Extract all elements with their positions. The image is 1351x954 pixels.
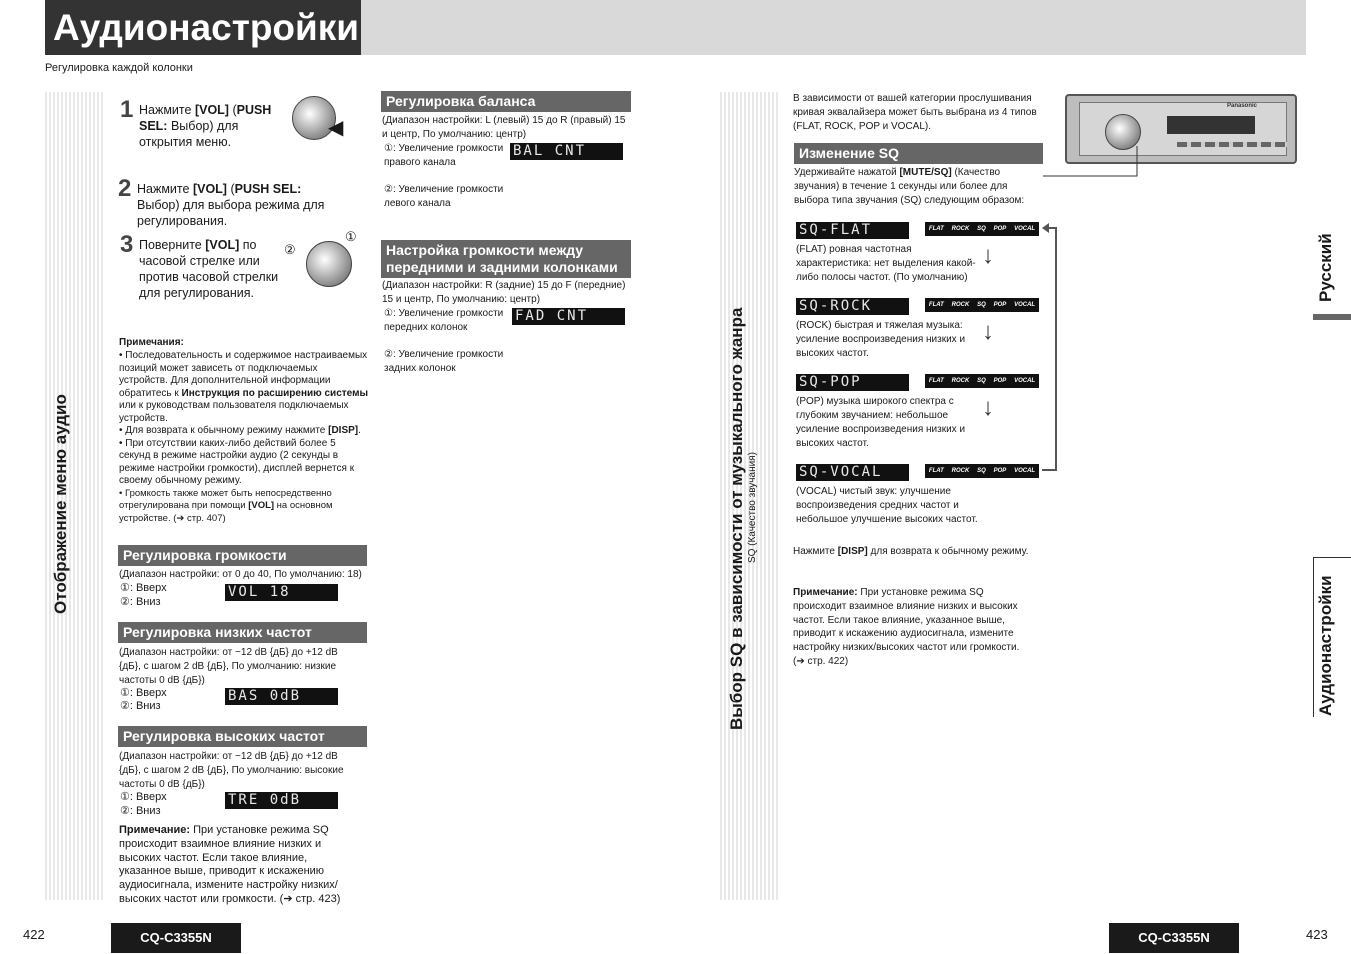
fader-lcd: FAD CNT bbox=[512, 308, 625, 325]
sq-section-title: Изменение SQ bbox=[794, 143, 1043, 164]
volume-section-title: Регулировка громкости bbox=[118, 545, 367, 566]
knob-mark-two: ② bbox=[284, 242, 296, 257]
treble-section-title: Регулировка высоких частот bbox=[118, 726, 367, 747]
mid-vertical-title: Выбор SQ в зависимости от музыкального жанра bbox=[727, 307, 746, 730]
fader-item-rear: ②: Увеличение громкости задних колонок bbox=[384, 349, 504, 374]
bass-section-title: Регулировка низких частот bbox=[118, 622, 367, 643]
sq-intro: В зависимости от вашей категории прослушивания кривая эквалайзера может быть выбрана из 4 типов (FLAT, ROCK, POP и VOCAL). bbox=[793, 93, 1037, 132]
sq-rock-text: (ROCK) быстрая и тяжелая музыка: усиление воспроизведения низких и высоких частот. bbox=[796, 320, 966, 359]
note-sq-left: Примечание: При установке режима SQ происходит взаимное влияние низких и высоких частот. Если такое влияние, указанное выше, приводит к искажению аудиосигнала, измените настройку низких/высоких частот или громкости. (➔ стр. 423) bbox=[119, 824, 341, 905]
sq-vocal-indicator: FLAT ROCK SQ POP VOCAL bbox=[925, 464, 1039, 478]
treble-up: ①: Вверх bbox=[120, 791, 167, 803]
sq-return: Нажмите [DISP] для возврата к обычному режиму. bbox=[793, 546, 1029, 557]
note-item: • Для возврата к обычному режиму нажмите [DISP]. bbox=[119, 425, 361, 436]
fader-range: (Диапазон настройки: R (задние) 15 до F (передние) 15 и центр, По умолчанию: центр) bbox=[382, 280, 626, 305]
down-arrow-icon: ↓ bbox=[982, 242, 994, 269]
left-vertical-title: Отображение меню аудио bbox=[51, 394, 70, 614]
sq-flat-lcd: SQ-FLAT bbox=[796, 222, 909, 239]
unit-brand: Panasonic bbox=[1227, 103, 1258, 109]
unit-buttons bbox=[1177, 142, 1287, 147]
right-model-box: CQ-C3355N bbox=[1109, 923, 1239, 953]
treble-lcd: TRE 0dB bbox=[225, 792, 338, 809]
volume-up: ①: Вверх bbox=[120, 582, 167, 594]
fader-section-title: Настройка громкости между передними и задними колонками bbox=[381, 240, 631, 278]
treble-down: ②: Вниз bbox=[120, 805, 161, 817]
right-page-number: 423 bbox=[1306, 927, 1328, 942]
volume-range: (Диапазон настройки: от 0 до 40, По умолчанию: 18) bbox=[119, 569, 362, 580]
left-page-number: 422 bbox=[23, 927, 45, 942]
step-1-text: Нажмите [VOL] (PUSH SEL: Выбор) для открытия меню. bbox=[139, 103, 272, 149]
sq-desc: Удерживайте нажатой [MUTE/SQ] (Качество звучания) в течение 1 секунды или более для выбора типа звучания (SQ) следующим образом: bbox=[794, 167, 1025, 206]
sq-note: Примечание: При установке режима SQ происходит взаимное влияние низких и высоких частот. Если такое влияние, указанное выше, приводит к искажению аудиосигнала, измените настройку низких/высоких частот или громкости. (➔ стр. 422) bbox=[793, 587, 1020, 667]
volume-lcd: VOL 18 bbox=[225, 584, 338, 601]
sq-rock-lcd: SQ-ROCK bbox=[796, 298, 909, 315]
page-subtitle: Регулировка каждой колонки bbox=[45, 62, 193, 74]
bass-range: (Диапазон настройки: от −12 dB {дБ} до +12 dB {дБ}, с шагом 2 dB {дБ}, По умолчанию: низкие частоты 0 dB {дБ}) bbox=[119, 647, 338, 686]
down-arrow-icon: ↓ bbox=[982, 318, 994, 345]
sq-pop-text: (POP) музыка широкого спектра с глубоким звучанием: небольшое усиление воспроизведения низких и высоких частот. bbox=[796, 396, 966, 449]
tab-section: Аудионастройки bbox=[1316, 575, 1335, 716]
step-2-number: 2 bbox=[118, 175, 132, 202]
balance-section-title: Регулировка баланса bbox=[381, 91, 631, 112]
step-3-text: Поверните [VOL] по часовой стрелке или против часовой стрелки для регулирования. bbox=[139, 238, 279, 300]
bass-lcd: BAS 0dB bbox=[225, 688, 338, 705]
treble-range: (Диапазон настройки: от −12 dB {дБ} до +12 dB {дБ}, с шагом 2 dB {дБ}, По умолчанию: высокие частоты 0 dB {дБ}) bbox=[119, 751, 344, 790]
section-tab-rule-v bbox=[1313, 557, 1314, 717]
balance-lcd: BAL CNT bbox=[510, 143, 623, 160]
sq-pop-lcd: SQ-POP bbox=[796, 374, 909, 391]
note-item: • При отсутствии каких-либо действий более 5 секунд в режиме настройки аудио (2 секунды в режиме настройки громкости), дисплей вернется к своему обычному режиму. bbox=[119, 437, 355, 486]
section-tab-rule bbox=[1313, 557, 1351, 558]
bass-up: ①: Вверх bbox=[120, 687, 167, 699]
notes-heading: Примечания: bbox=[119, 337, 184, 348]
note-item: • Последовательность и содержимое настраиваемых позиций может зависеть от подключаемых устройств. Для дополнительной информации обратитесь к Инструкция по расширению системы или к руководствам пользователя подключаемых устройств. bbox=[119, 350, 369, 424]
sq-pop-indicator: FLAT ROCK SQ POP VOCAL bbox=[925, 374, 1039, 388]
balance-item-left: ②: Увеличение громкости левого канала bbox=[384, 184, 504, 209]
down-arrow-icon: ↓ bbox=[982, 394, 994, 421]
sq-rock-indicator: FLAT ROCK SQ POP VOCAL bbox=[925, 298, 1039, 312]
push-arrow-icon: ◀ bbox=[328, 117, 344, 139]
step-1-number: 1 bbox=[120, 96, 134, 123]
tab-language: Русский bbox=[1316, 233, 1335, 302]
step-3-number: 3 bbox=[120, 231, 134, 258]
fader-item-front: ①: Увеличение громкости передних колонок bbox=[384, 308, 504, 333]
left-model-box: CQ-C3355N bbox=[111, 923, 241, 953]
language-tab-marker bbox=[1313, 314, 1351, 320]
vol-knob-rotate-icon bbox=[306, 241, 352, 287]
page-title: Аудионастройки bbox=[45, 0, 361, 55]
notes-list bbox=[119, 350, 369, 525]
cycle-return-arrow bbox=[1040, 222, 1064, 474]
sq-vocal-lcd: SQ-VOCAL bbox=[796, 464, 909, 481]
sq-flat-text: (FLAT) ровная частотная характеристика: нет выделения какой-либо полосы частот. (По умолчанию) bbox=[796, 244, 976, 283]
balance-item-right: ①: Увеличение громкости правого канала bbox=[384, 143, 504, 168]
balance-range: (Диапазон настройки: L (левый) 15 до R (правый) 15 и центр, По умолчанию: центр) bbox=[382, 115, 626, 140]
step-2-text: Нажмите [VOL] (PUSH SEL: Выбор) для выбора режима для регулирования. bbox=[137, 182, 325, 228]
unit-display bbox=[1167, 116, 1255, 134]
mid-vertical-subtitle: SQ (Качество звучания) bbox=[747, 452, 758, 563]
bass-down: ②: Вниз bbox=[120, 700, 161, 712]
knob-mark-one: ① bbox=[345, 229, 357, 244]
sq-flat-indicator: FLAT ROCK SQ POP VOCAL bbox=[925, 222, 1039, 236]
note-item: • Громкость также может быть непосредственно отрегулирована при помощи [VOL] на основном устройстве. (➔ стр. 407) bbox=[119, 487, 333, 524]
volume-down: ②: Вниз bbox=[120, 596, 161, 608]
sq-vocal-text: (VOCAL) чистый звук: улучшение воспроизведения средних частот и небольшое улучшение высоких частот. bbox=[796, 486, 978, 525]
callout-line bbox=[1040, 140, 1150, 180]
